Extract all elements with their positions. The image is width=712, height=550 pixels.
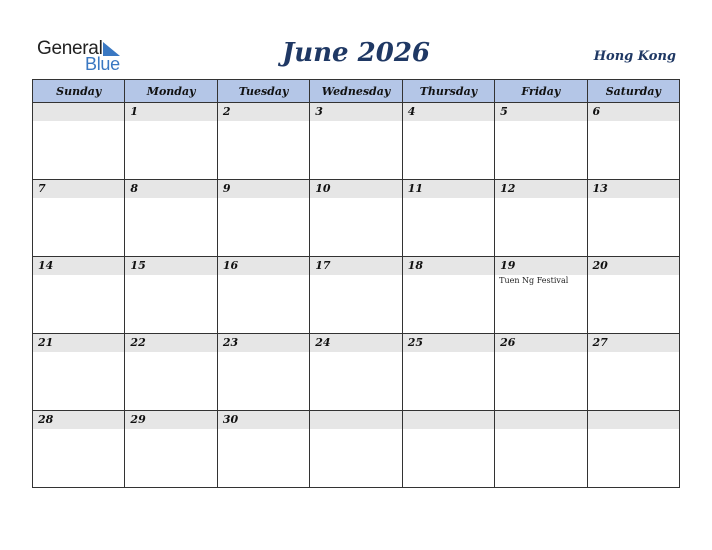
calendar-day-cell <box>495 257 587 334</box>
calendar-week-row <box>33 411 680 488</box>
day-number: 23 <box>218 334 309 352</box>
day-number: 27 <box>588 334 679 352</box>
calendar-day-cell <box>402 411 494 488</box>
day-number: 30 <box>218 411 309 429</box>
calendar-day-cell <box>402 257 494 334</box>
calendar-day-cell <box>125 180 217 257</box>
calendar-title: June 2026 <box>281 38 431 68</box>
day-number: 21 <box>33 334 124 352</box>
day-number: 7 <box>33 180 124 198</box>
day-number: 18 <box>403 257 494 275</box>
weekday-monday: Monday <box>125 80 217 103</box>
day-number: 24 <box>310 334 401 352</box>
weekday-friday: Friday <box>495 80 587 103</box>
day-number: 4 <box>403 103 494 121</box>
day-number: 9 <box>218 180 309 198</box>
weekday-saturday: Saturday <box>587 80 679 103</box>
day-number: 25 <box>403 334 494 352</box>
calendar-day-cell <box>125 257 217 334</box>
weekday-header-row <box>33 80 680 103</box>
calendar-day-cell <box>310 257 402 334</box>
day-number: 19 <box>495 257 586 275</box>
day-number: 13 <box>588 180 679 198</box>
calendar-day-cell <box>33 103 125 180</box>
calendar-day-cell <box>402 103 494 180</box>
day-number: 22 <box>125 334 216 352</box>
day-number: 14 <box>33 257 124 275</box>
calendar-day-cell <box>33 180 125 257</box>
day-number: 1 <box>125 103 216 121</box>
calendar-day-cell <box>125 411 217 488</box>
holiday-event: Tuen Ng Festival <box>499 276 569 285</box>
day-number: 16 <box>218 257 309 275</box>
calendar-day-cell <box>33 334 125 411</box>
day-number: 12 <box>495 180 586 198</box>
calendar-day-cell <box>310 411 402 488</box>
calendar-day-cell <box>402 334 494 411</box>
calendar-day-cell <box>587 180 679 257</box>
calendar-day-cell <box>587 257 679 334</box>
calendar-grid <box>32 79 680 488</box>
calendar-day-cell <box>217 180 309 257</box>
day-number: 20 <box>588 257 679 275</box>
day-number: 3 <box>310 103 401 121</box>
day-number: 17 <box>310 257 401 275</box>
day-number <box>495 411 586 429</box>
calendar-day-cell <box>125 334 217 411</box>
calendar-day-cell <box>310 180 402 257</box>
calendar-day-cell <box>402 180 494 257</box>
calendar-week-row <box>33 257 680 334</box>
logo-text-blue: Blue <box>85 54 120 74</box>
weekday-thursday: Thursday <box>402 80 494 103</box>
day-number: 6 <box>588 103 679 121</box>
calendar-day-cell <box>217 334 309 411</box>
calendar-day-cell <box>495 411 587 488</box>
calendar-region: Hong Kong <box>593 49 676 64</box>
day-number: 5 <box>495 103 586 121</box>
day-number <box>588 411 679 429</box>
calendar-day-cell <box>310 103 402 180</box>
calendar-day-cell <box>217 257 309 334</box>
calendar-week-row <box>33 103 680 180</box>
weekday-sunday: Sunday <box>33 80 125 103</box>
calendar-day-cell <box>33 257 125 334</box>
weekday-tuesday: Tuesday <box>217 80 309 103</box>
day-number <box>403 411 494 429</box>
day-number: 11 <box>403 180 494 198</box>
day-number: 10 <box>310 180 401 198</box>
day-number <box>310 411 401 429</box>
calendar-day-cell <box>125 103 217 180</box>
calendar-day-cell <box>495 334 587 411</box>
day-number: 8 <box>125 180 216 198</box>
day-number: 28 <box>33 411 124 429</box>
weekday-wednesday: Wednesday <box>310 80 402 103</box>
day-number: 15 <box>125 257 216 275</box>
day-number: 2 <box>218 103 309 121</box>
calendar-day-cell <box>217 411 309 488</box>
calendar-day-cell <box>495 180 587 257</box>
calendar-week-row <box>33 180 680 257</box>
calendar-day-cell <box>587 103 679 180</box>
calendar-day-cell <box>217 103 309 180</box>
calendar-day-cell <box>587 334 679 411</box>
day-number: 26 <box>495 334 586 352</box>
calendar-day-cell <box>495 103 587 180</box>
calendar-day-cell <box>33 411 125 488</box>
day-number <box>33 103 124 121</box>
calendar-week-row <box>33 334 680 411</box>
day-number: 29 <box>125 411 216 429</box>
calendar-day-cell <box>310 334 402 411</box>
logo-text-general: General <box>37 38 103 59</box>
calendar-day-cell <box>587 411 679 488</box>
